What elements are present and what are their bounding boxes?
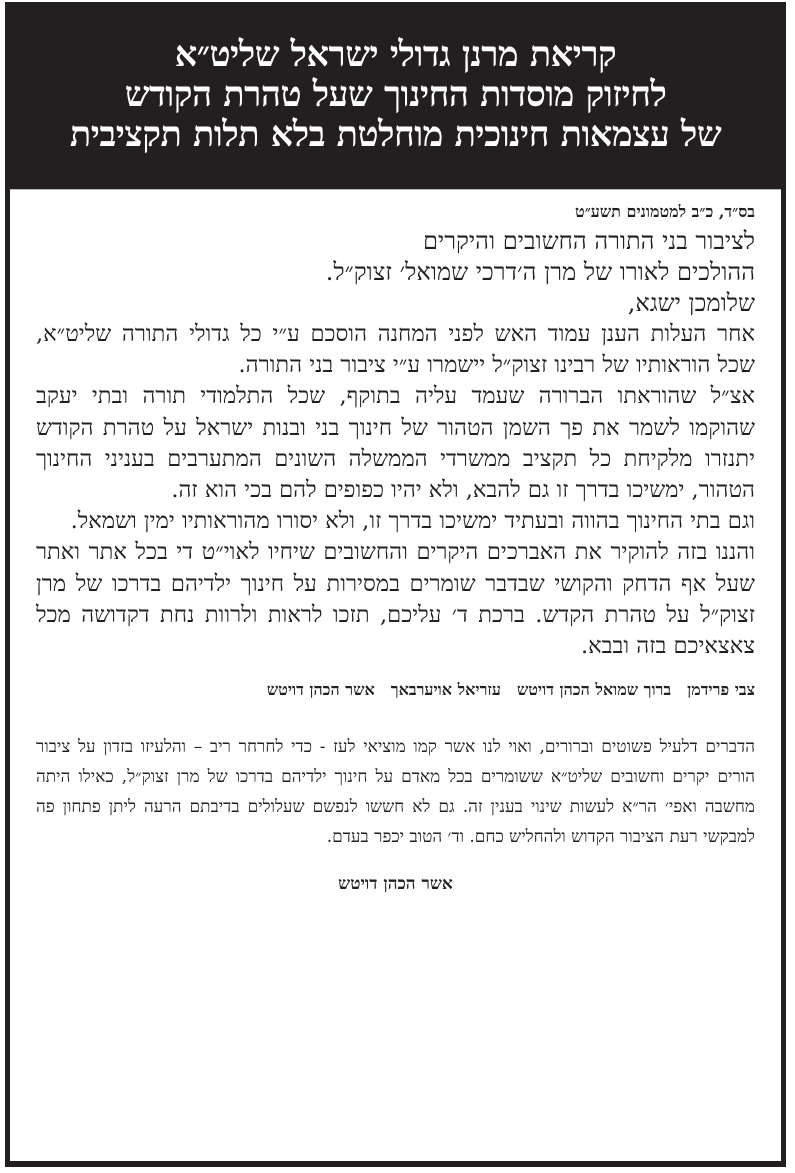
paragraph-2: אצ״ל שהוראתו הברורה שעמד עליה בתוקף, שכל התלמודי תורה ובתי יעקב שהוקמו לשמר את פך השמן הטהור של חינוך בני ובנות ישראל על טהרת הקודש יתנזרו מלקיחת כל תקציב ממשרדי הממשלה השונים המתערבים בעניני החינוך הטהור, ימשיכו בדרך זו גם להבא, ולא יהיו כפופים להם בכי הוא זה. — [36, 383, 755, 504]
addendum-signature: אשר הכהן דויטש — [338, 874, 453, 895]
paragraph-3: וגם בתי החינוך בהווה ובעתיד ימשיכו בדרך זו, ולא יסורו מהוראותיו ימין ושמאל. — [70, 508, 755, 535]
signatory: אשר הכהן דויטש — [266, 680, 375, 700]
address-line-2: ההולכים לאורו של מרן ה׳דרכי שמואל׳ זצוק״ל. — [325, 258, 755, 286]
paragraph-1: אחר העלות הענן עמוד האש לפני המחנה הוסכם ע״י כל גדולי התורה שליט״א, שכל הוראותיו של רבינו זצוק״ל יישמרו ע״י ציבור בני התורה. — [36, 321, 755, 379]
letter-body — [10, 189, 781, 1161]
signatory: עזריאל אויערבאך — [390, 680, 501, 700]
addendum-note: הדברים דלעיל פשוטים וברורים, ואוי לנו אשר קמו מוציאי לעז - כדי לחרחר ריב – והלעיזו בזדון על ציבור הורים יקרים וחשובים שליט״א ששומרים בכל מאדם על חינוך ילדיהם בדרכו של מרן זצוק״ל, כאילו היתה מחשבה ואפי׳ הר״א לעשות שינוי בענין זה. גם לא חששו לנפשם שעלולים בדיבתם הרעה ליתן פתחון פה למבקשי רעת הציבור הקדוש ולהחליש כחם. וד׳ הטוב יכפר בעדם. — [36, 737, 755, 848]
signatory: ברוך שמואל הכהן דויטש — [516, 680, 672, 700]
header-banner — [5, 2, 786, 187]
greeting: שלומכן ישגא, — [627, 289, 755, 317]
paragraph-4: והננו בזה להוקיר את האברכים היקרים והחשובים שיחיו לאוי״ט די בכל אתר ואתר שעל אף הדחק והקושי שבדבר שומרים במסירות על חינוך ילדיהם בדרכו של מרן זצוק״ל על טהרת הקדש. ברכת ד׳ עליכם, תזכו לראות ולרוות נחת דקדושה מכל צאצאיכם בזה ובבא. — [36, 539, 755, 660]
address-line-1: לציבור בני התורה החשובים והיקרים — [422, 227, 755, 255]
headline-line-1: קריאת מרנן גדולי ישראל שליט״א — [174, 33, 617, 75]
signatories — [36, 678, 755, 702]
headline-line-3: של עצמאות חינוכית מוחלטת בלא תלות תקציבית — [69, 113, 722, 155]
letter-date: בס״ד, כ״ב למטמונים תשע״ט — [575, 202, 755, 221]
signatory: צבי פרידמן — [687, 680, 755, 700]
announcement-frame — [5, 2, 786, 1167]
headline-line-2: לחיזוק מוסדות החינוך שעל טהרת הקודש — [124, 73, 667, 115]
